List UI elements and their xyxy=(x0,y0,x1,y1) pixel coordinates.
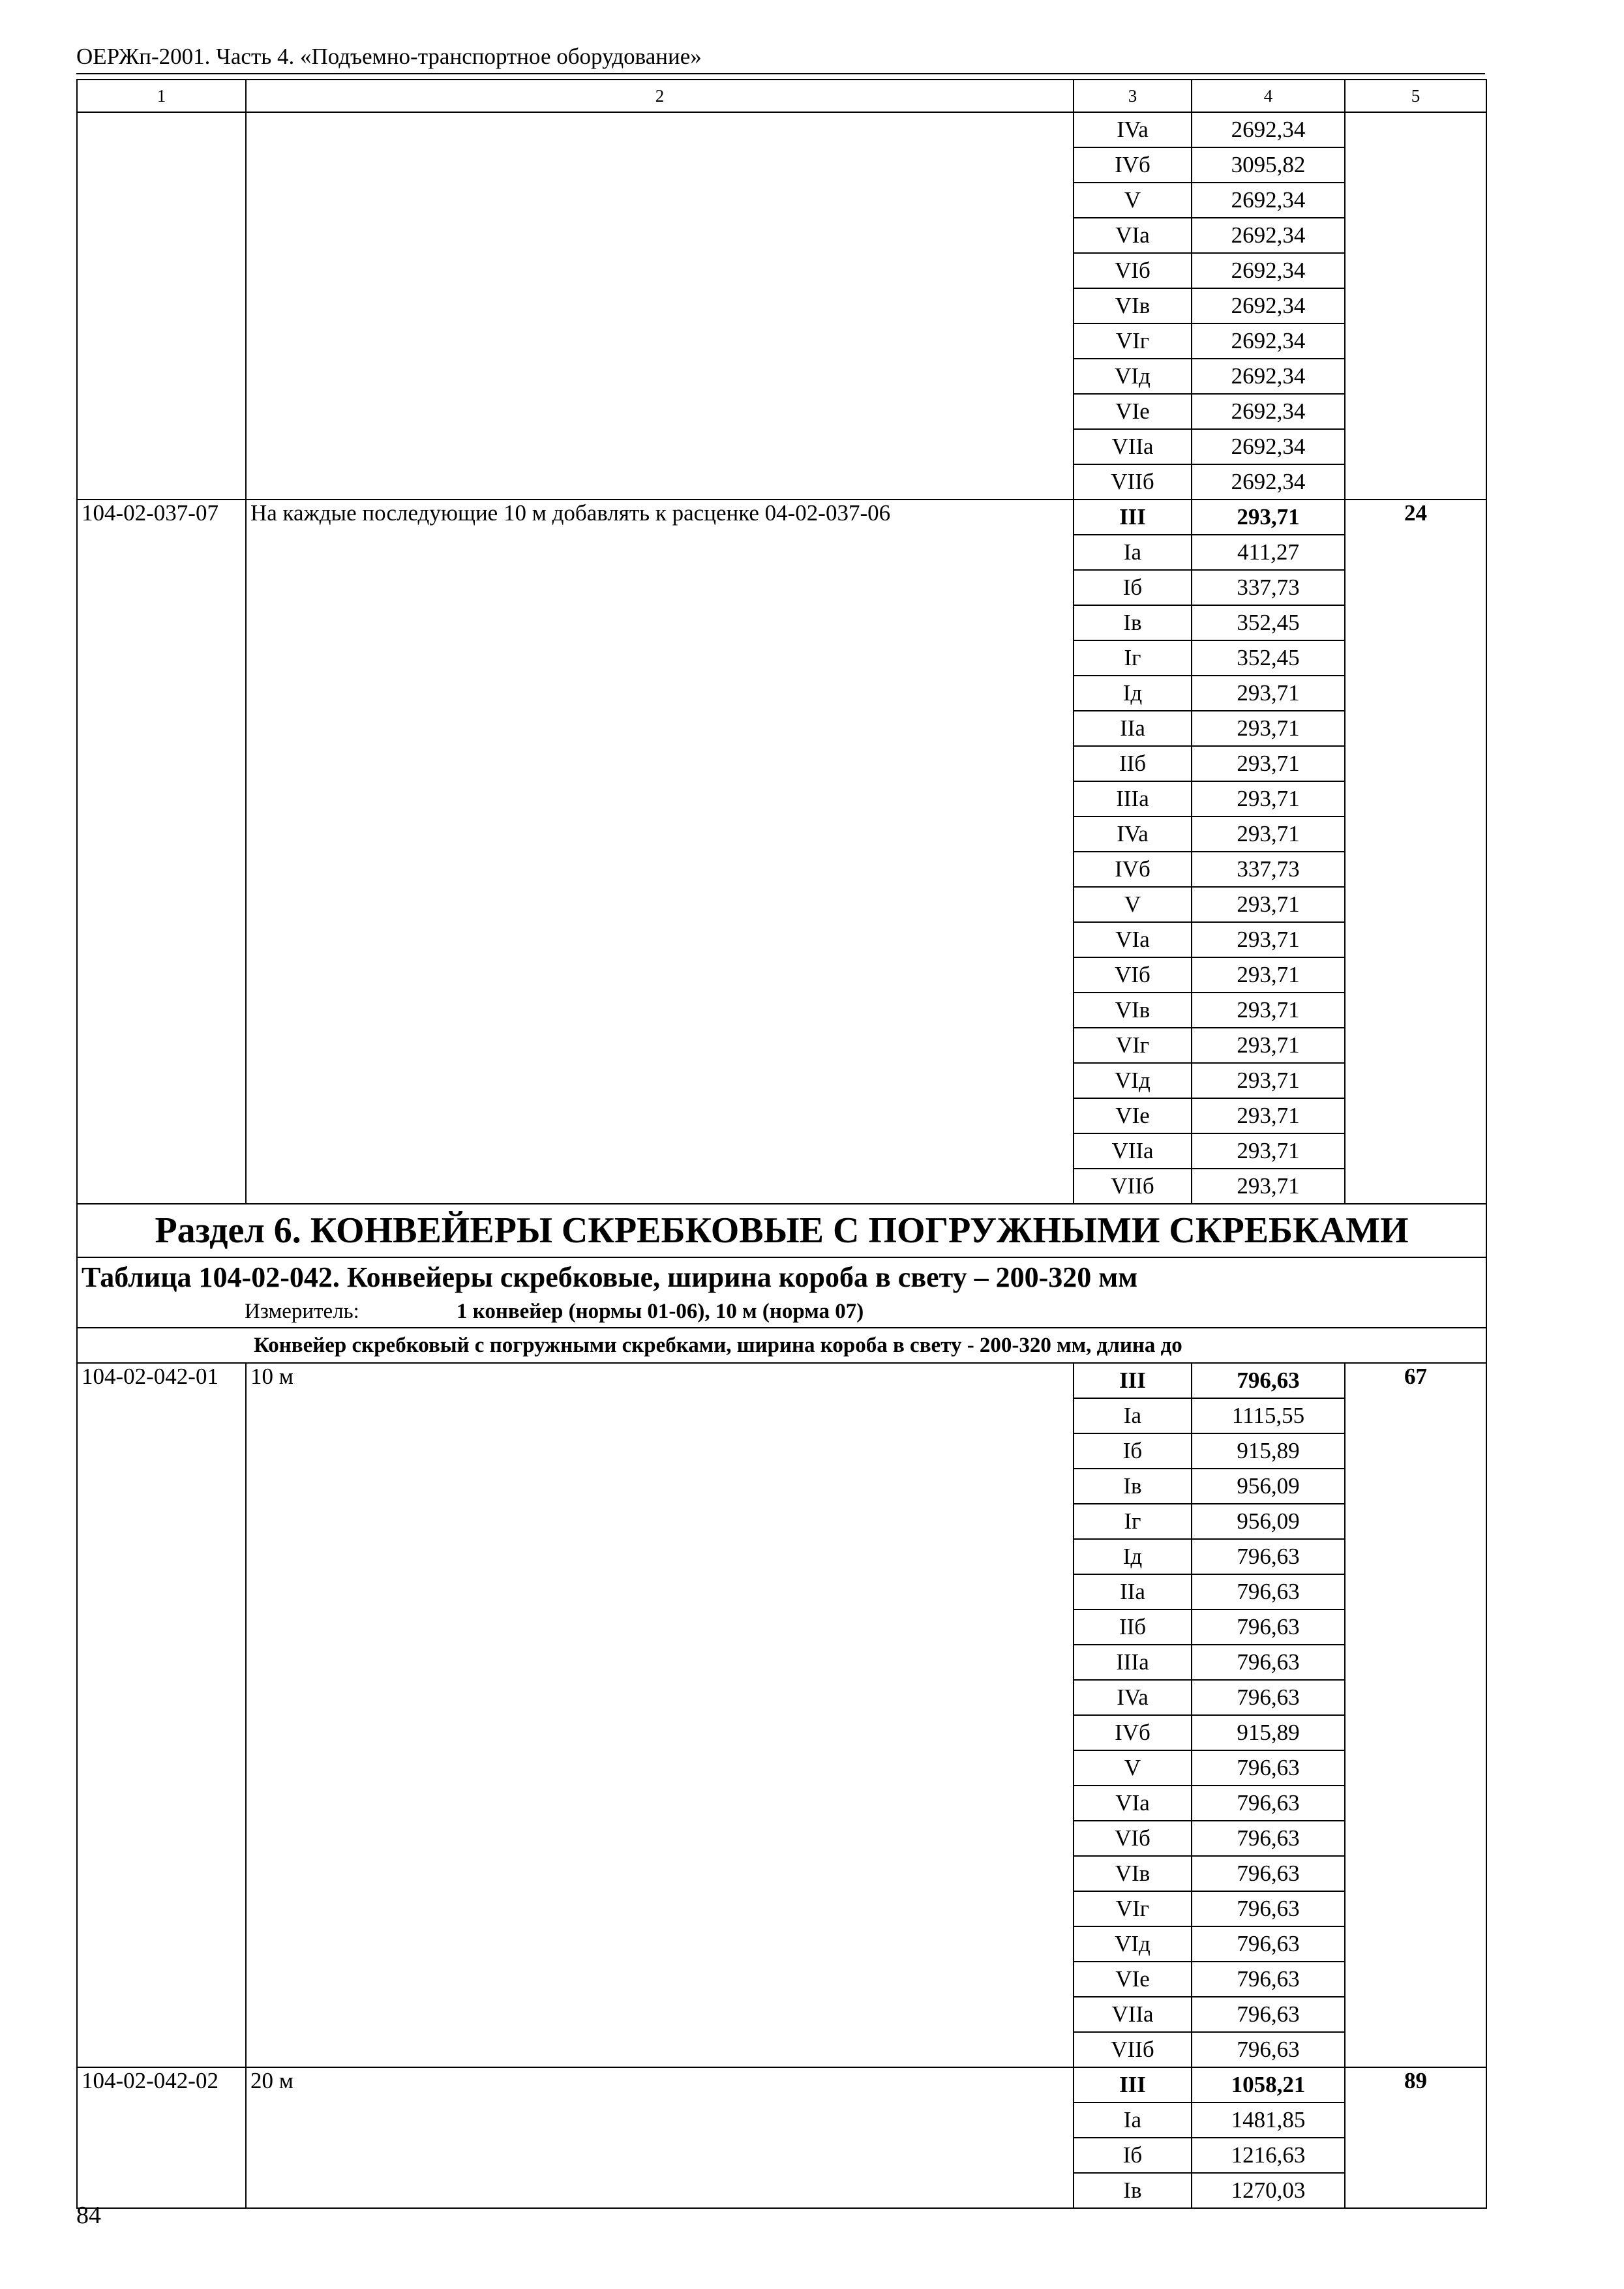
price-value: 915,89 xyxy=(1192,1715,1345,1750)
price-value: 796,63 xyxy=(1192,1926,1345,1962)
zone-code: IIa xyxy=(1074,711,1192,746)
price-value: 293,71 xyxy=(1192,711,1345,746)
zone-code: VIг xyxy=(1074,323,1192,359)
zone-code: VIв xyxy=(1074,288,1192,323)
rate-description xyxy=(246,112,1074,500)
price-value: 796,63 xyxy=(1192,1574,1345,1609)
zone-code: IIIa xyxy=(1074,1645,1192,1680)
price-value: 1058,21 xyxy=(1192,2067,1345,2102)
price-value: 1481,85 xyxy=(1192,2102,1345,2138)
price-value: 293,71 xyxy=(1192,500,1345,535)
price-value: 796,63 xyxy=(1192,1645,1345,1680)
price-value: 915,89 xyxy=(1192,1433,1345,1469)
table-title-row xyxy=(77,1257,1486,1296)
zone-code: VIe xyxy=(1074,1962,1192,1997)
rate-description: На каждые последующие 10 м добавлять к расценке 04-02-037-06 xyxy=(246,500,1074,1204)
price-value: 1115,55 xyxy=(1192,1398,1345,1433)
column-number: 3 xyxy=(1074,80,1192,112)
zone-code: Ia xyxy=(1074,1398,1192,1433)
price-value: 796,63 xyxy=(1192,1786,1345,1821)
price-value: 2692,34 xyxy=(1192,464,1345,500)
price-value: 796,63 xyxy=(1192,1891,1345,1926)
table-row xyxy=(77,500,1486,535)
zone-code: Iв xyxy=(1074,1469,1192,1504)
zone-code: Iб xyxy=(1074,570,1192,605)
zone-code: VIa xyxy=(1074,218,1192,253)
rate-code: 104-02-037-07 xyxy=(77,500,246,1204)
zone-code: VIг xyxy=(1074,1891,1192,1926)
zone-code: VIa xyxy=(1074,1786,1192,1821)
price-value: 2692,34 xyxy=(1192,112,1345,147)
price-value: 2692,34 xyxy=(1192,253,1345,288)
unit-value: 1 конвейер (нормы 01-06), 10 м (норма 07) xyxy=(457,1299,864,1323)
zone-code: IIa xyxy=(1074,1574,1192,1609)
zone-code: VIд xyxy=(1074,359,1192,394)
price-value: 2692,34 xyxy=(1192,323,1345,359)
zone-code: VIд xyxy=(1074,1063,1192,1098)
price-value: 796,63 xyxy=(1192,2032,1345,2067)
zone-code: VIIa xyxy=(1074,429,1192,464)
price-value: 1216,63 xyxy=(1192,2138,1345,2173)
price-value: 2692,34 xyxy=(1192,394,1345,429)
price-value: 3095,82 xyxy=(1192,147,1345,183)
rate-code xyxy=(77,112,246,500)
zone-code: IVa xyxy=(1074,1680,1192,1715)
zone-code: VIIa xyxy=(1074,1133,1192,1169)
rates-table xyxy=(76,79,1487,2209)
labor-value xyxy=(1345,112,1486,500)
zone-code: IVa xyxy=(1074,816,1192,852)
price-value: 293,71 xyxy=(1192,993,1345,1028)
price-value: 411,27 xyxy=(1192,535,1345,570)
zone-code: VIe xyxy=(1074,1098,1192,1133)
unit-label: Измеритель: xyxy=(245,1299,359,1323)
zone-code: IIб xyxy=(1074,1609,1192,1645)
price-value: 293,71 xyxy=(1192,1133,1345,1169)
price-value: 293,71 xyxy=(1192,887,1345,922)
price-value: 352,45 xyxy=(1192,605,1345,640)
zone-code: Iв xyxy=(1074,605,1192,640)
labor-value: 67 xyxy=(1345,1363,1486,2067)
zone-code: VIIб xyxy=(1074,464,1192,500)
zone-code: VIг xyxy=(1074,1028,1192,1063)
group-title: Конвейер скребковый с погружными скребками, ширина короба в свету - 200-320 мм, длина до xyxy=(77,1328,1486,1363)
zone-code: IIIa xyxy=(1074,781,1192,816)
price-value: 796,63 xyxy=(1192,1997,1345,2032)
rate-code: 104-02-042-02 xyxy=(77,2067,246,2208)
zone-code: VIв xyxy=(1074,1856,1192,1891)
price-value: 796,63 xyxy=(1192,1539,1345,1574)
zone-code: IIб xyxy=(1074,746,1192,781)
price-value: 796,63 xyxy=(1192,1363,1345,1398)
zone-code: Ia xyxy=(1074,535,1192,570)
price-value: 2692,34 xyxy=(1192,288,1345,323)
table-title: Таблица 104-02-042. Конвейеры скребковые, ширина короба в свету – 200-320 мм xyxy=(77,1257,1486,1296)
price-value: 2692,34 xyxy=(1192,183,1345,218)
section-title-row xyxy=(77,1204,1486,1257)
zone-code: IVa xyxy=(1074,112,1192,147)
price-value: 293,71 xyxy=(1192,781,1345,816)
zone-code: Iг xyxy=(1074,1504,1192,1539)
zone-code: IVб xyxy=(1074,1715,1192,1750)
price-value: 956,09 xyxy=(1192,1469,1345,1504)
zone-code: VIe xyxy=(1074,394,1192,429)
price-value: 293,71 xyxy=(1192,922,1345,957)
zone-code: III xyxy=(1074,500,1192,535)
price-value: 337,73 xyxy=(1192,852,1345,887)
zone-code: Iг xyxy=(1074,640,1192,676)
unit-cell xyxy=(77,1296,1486,1328)
zone-code: Iд xyxy=(1074,1539,1192,1574)
group-title-row xyxy=(77,1328,1486,1363)
header-rule xyxy=(76,73,1485,74)
price-value: 796,63 xyxy=(1192,1680,1345,1715)
zone-code: Iд xyxy=(1074,676,1192,711)
price-value: 293,71 xyxy=(1192,1098,1345,1133)
zone-code: Ia xyxy=(1074,2102,1192,2138)
page-number: 84 xyxy=(76,2202,101,2229)
unit-row xyxy=(77,1296,1486,1328)
zone-code: VIIa xyxy=(1074,1997,1192,2032)
labor-value: 89 xyxy=(1345,2067,1486,2208)
column-number: 4 xyxy=(1192,80,1345,112)
price-value: 796,63 xyxy=(1192,1856,1345,1891)
price-value: 1270,03 xyxy=(1192,2173,1345,2208)
price-value: 796,63 xyxy=(1192,1962,1345,1997)
zone-code: VIб xyxy=(1074,957,1192,993)
price-value: 2692,34 xyxy=(1192,429,1345,464)
zone-code: III xyxy=(1074,2067,1192,2102)
price-value: 293,71 xyxy=(1192,676,1345,711)
column-number: 1 xyxy=(77,80,246,112)
zone-code: IVб xyxy=(1074,852,1192,887)
price-value: 956,09 xyxy=(1192,1504,1345,1539)
price-value: 796,63 xyxy=(1192,1609,1345,1645)
zone-code: V xyxy=(1074,887,1192,922)
price-value: 796,63 xyxy=(1192,1750,1345,1786)
price-value: 293,71 xyxy=(1192,1063,1345,1098)
price-value: 2692,34 xyxy=(1192,218,1345,253)
price-value: 2692,34 xyxy=(1192,359,1345,394)
column-number: 2 xyxy=(246,80,1074,112)
price-value: 293,71 xyxy=(1192,746,1345,781)
zone-code: VIб xyxy=(1074,253,1192,288)
rate-description: 20 м xyxy=(246,2067,1074,2208)
zone-code: III xyxy=(1074,1363,1192,1398)
price-value: 352,45 xyxy=(1192,640,1345,676)
price-value: 293,71 xyxy=(1192,816,1345,852)
section-title: Раздел 6. КОНВЕЙЕРЫ СКРЕБКОВЫЕ С ПОГРУЖНЫМИ СКРЕБКАМИ xyxy=(77,1204,1486,1257)
zone-code: VIв xyxy=(1074,993,1192,1028)
price-value: 293,71 xyxy=(1192,1028,1345,1063)
zone-code: VIIб xyxy=(1074,1169,1192,1204)
zone-code: VIб xyxy=(1074,1821,1192,1856)
zone-code: Iв xyxy=(1074,2173,1192,2208)
labor-value: 24 xyxy=(1345,500,1486,1204)
price-value: 293,71 xyxy=(1192,1169,1345,1204)
zone-code: V xyxy=(1074,1750,1192,1786)
column-number-row xyxy=(77,80,1486,112)
price-value: 796,63 xyxy=(1192,1821,1345,1856)
zone-code: VIIб xyxy=(1074,2032,1192,2067)
zone-code: VIд xyxy=(1074,1926,1192,1962)
table-row xyxy=(77,1363,1486,1398)
column-number: 5 xyxy=(1345,80,1486,112)
zone-code: V xyxy=(1074,183,1192,218)
table-row xyxy=(77,2067,1486,2102)
rate-code: 104-02-042-01 xyxy=(77,1363,246,2067)
price-value: 293,71 xyxy=(1192,957,1345,993)
zone-code: VIa xyxy=(1074,922,1192,957)
zone-code: Iб xyxy=(1074,2138,1192,2173)
zone-code: IVб xyxy=(1074,147,1192,183)
zone-code: Iб xyxy=(1074,1433,1192,1469)
price-value: 337,73 xyxy=(1192,570,1345,605)
rate-description: 10 м xyxy=(246,1363,1074,2067)
table-row xyxy=(77,112,1486,147)
page-header: ОЕРЖп-2001. Часть 4. «Подъемно-транспортное оборудование» xyxy=(76,44,702,69)
